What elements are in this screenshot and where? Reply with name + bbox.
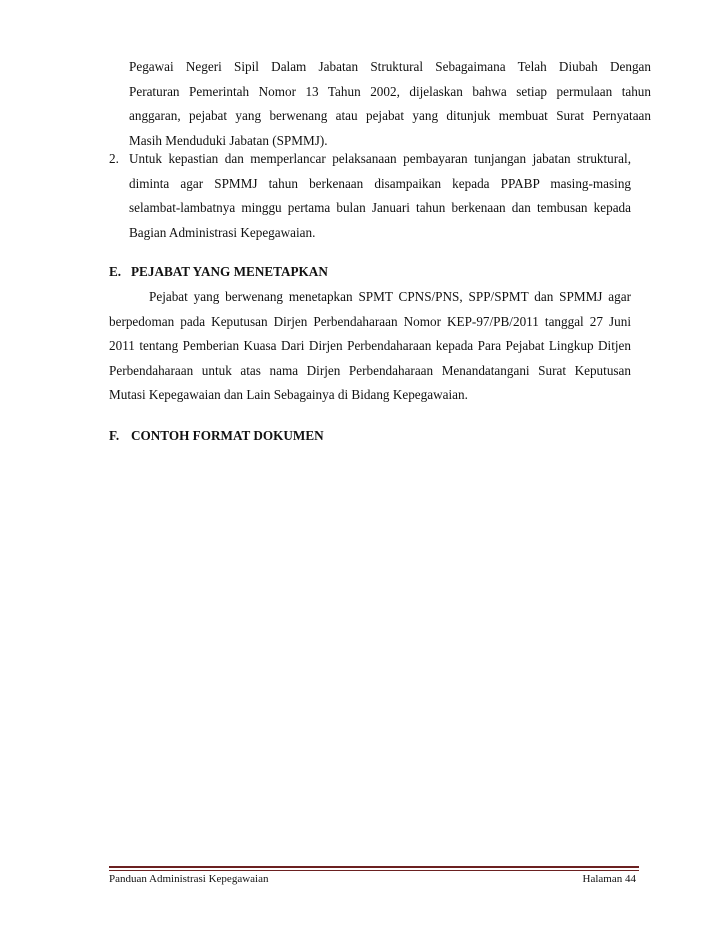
footer-rule — [109, 870, 639, 871]
section-number: E. — [109, 264, 122, 279]
paragraph-line: Pejabat yang berwenang menetapkan SPMT CPNS/PNS, SPP/SPMT dan SPMMJ agar — [149, 289, 631, 304]
paragraph-line: Masih Menduduki Jabatan (SPMMJ). — [129, 132, 328, 148]
footer-rule — [109, 866, 639, 868]
list-item-number: 2. — [109, 151, 119, 166]
list-item-1-continuation — [109, 55, 651, 153]
paragraph-line: Mutasi Kepegawaian dan Lain Sebagainya di Bidang Kepegawaian. — [109, 387, 468, 402]
section-f-heading — [109, 426, 324, 446]
section-e-paragraph — [109, 285, 631, 408]
section-e-heading — [109, 262, 328, 282]
paragraph-line: berpedoman pada Keputusan Dirjen Perbendaharaan Nomor KEP-97/PB/2011 tanggal 27 Juni — [109, 313, 631, 329]
paragraph-line: diminta agar SPMMJ tahun berkenaan disampaikan kepada PPABP masing-masing — [129, 175, 631, 191]
section-title: PEJABAT YANG MENETAPKAN — [131, 264, 328, 279]
section-title: CONTOH FORMAT DOKUMEN — [131, 428, 324, 443]
paragraph-line: 2011 tentang Pemberian Kuasa Dari Dirjen Perbendaharaan kepada Para Pejabat Lingkup Ditjen — [109, 338, 631, 353]
paragraph-line: anggaran, pejabat yang berwenang atau pejabat yang ditunjuk membuat Surat Pernyataan — [129, 108, 651, 123]
paragraph-line: Bagian Administrasi Kepegawaian. — [129, 224, 316, 240]
paragraph-line: Untuk kepastian dan memperlancar pelaksanaan pembayaran tunjangan jabatan struktural, — [129, 151, 631, 166]
footer-document-title: Panduan Administrasi Kepegawaian — [109, 873, 269, 885]
footer-page-number: Halaman 44 — [582, 873, 636, 885]
paragraph-line: Perbendaharaan untuk atas nama Dirjen Perbendaharaan Menandatangani Surat Keputusan — [109, 362, 631, 378]
section-number: F. — [109, 428, 120, 443]
paragraph-line: Peraturan Pemerintah Nomor 13 Tahun 2002, dijelaskan bahwa setiap permulaan tahun — [129, 83, 651, 99]
paragraph-line: selambat-lambatnya minggu pertama bulan Januari tahun berkenaan dan tembusan kepada — [129, 200, 631, 215]
paragraph-line: Pegawai Negeri Sipil Dalam Jabatan Struktural Sebagaimana Telah Diubah Dengan — [129, 59, 651, 74]
list-item-2 — [109, 147, 631, 245]
